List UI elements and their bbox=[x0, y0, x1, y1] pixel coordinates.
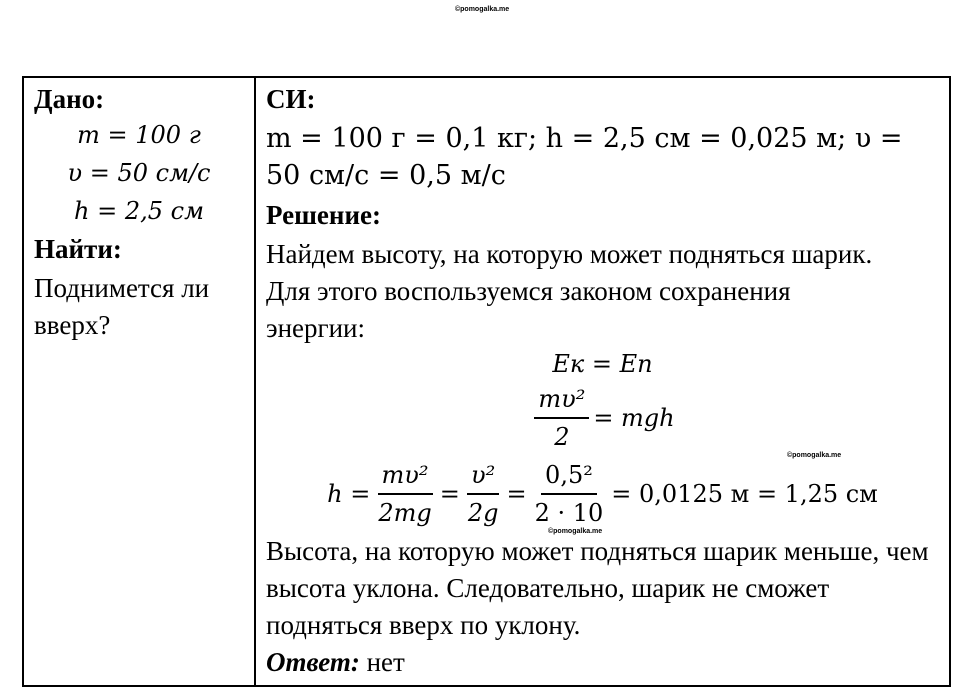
solution-table bbox=[22, 76, 951, 687]
conclusion-text: Высота, на которую может подняться шарик меньше, чем высота уклона. Следовательно, шарик не сможет подняться вверх по уклону. bbox=[266, 536, 929, 640]
answer-line bbox=[266, 644, 939, 681]
si-line-2: 50 см/с = 0,5 м/с bbox=[266, 160, 506, 191]
equation-energy: Eк = Eп bbox=[552, 350, 653, 378]
solution-header: Решение: bbox=[266, 200, 381, 230]
equation-kinetic: $\frac{\text{mυ²}}{2}$ = mgh bbox=[266, 381, 939, 455]
given-speed: υ = 50 см/с bbox=[67, 159, 211, 187]
find-header: Найти: bbox=[34, 234, 122, 264]
given-height: h = 2,5 см bbox=[74, 197, 204, 225]
answer-value: нет bbox=[366, 647, 405, 677]
equation-height: h = $\frac{\text{mυ²}}{2mg}$ = $\frac{\text{υ²}}{2g}$ = $\frac{\text{0,5²}}{2 \cdot 10}$ = 0,0125 м = 1,25 см bbox=[266, 457, 939, 531]
find-text: Поднимется ли вверх? bbox=[34, 273, 210, 340]
watermark: ©pomogalka.me bbox=[455, 6, 510, 13]
given-header: Дано: bbox=[34, 84, 105, 114]
answer-label: Ответ: bbox=[266, 647, 360, 677]
fraction: $\frac{\text{υ²}}{2g}$ bbox=[464, 457, 503, 531]
si-line-1: m = 100 г = 0,1 кг; h = 2,5 см = 0,025 м; υ = bbox=[266, 123, 903, 154]
solution-intro: Найдем высоту, на которую может подняться шарик. Для этого воспользуемся законом сохранения энергии: bbox=[266, 239, 873, 343]
watermark: ©pomogalka.me bbox=[787, 452, 842, 459]
given-mass: m = 100 г bbox=[77, 121, 201, 149]
given-column bbox=[23, 77, 255, 686]
fraction: $\frac{\text{mυ²}}{2}$ bbox=[534, 381, 589, 455]
watermark: ©pomogalka.me bbox=[548, 528, 603, 535]
si-header: СИ: bbox=[266, 84, 316, 114]
solution-column bbox=[255, 77, 950, 686]
fraction: $\frac{\text{mυ²}}{2mg}$ bbox=[374, 457, 435, 531]
fraction: $\frac{\text{0,5²}}{2 \cdot 10}$ bbox=[531, 457, 608, 531]
